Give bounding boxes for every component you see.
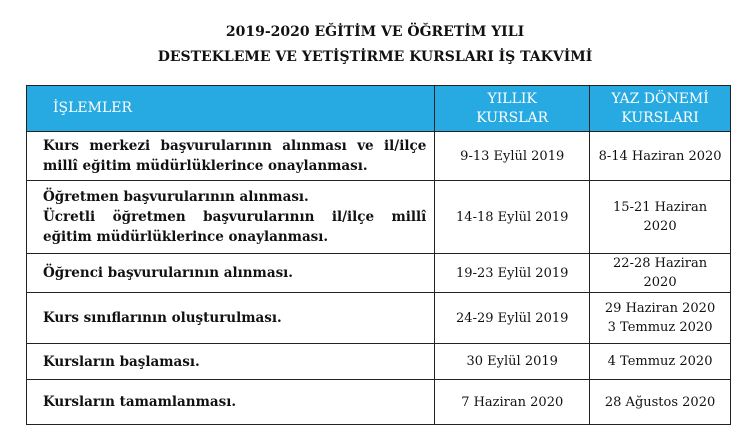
operation-cell-text: Kurs sınıflarının oluşturulması.	[43, 310, 282, 326]
header-operations: İŞLEMLER	[27, 86, 435, 132]
operation-cell-text: Kursların tamamlanması.	[43, 394, 237, 410]
table-row	[27, 181, 731, 254]
annual-date-cell-text: 19-23 Eylül 2019	[456, 265, 569, 281]
annual-date-cell	[435, 181, 590, 254]
summer-date-cell-text: 3 Temmuz 2020	[607, 320, 713, 335]
table-row	[27, 380, 731, 425]
annual-date-cell-text: 14-18 Eylül 2019	[456, 209, 569, 225]
header-row	[27, 86, 731, 132]
operation-cell	[27, 293, 435, 344]
annual-date-cell	[435, 293, 590, 344]
header-summer-line1: YAZ DÖNEMİ	[611, 90, 709, 107]
table-row	[27, 132, 731, 181]
header-annual	[435, 86, 590, 132]
annual-date-cell	[435, 254, 590, 293]
summer-date-cell-text: 22-28 Haziran 2020	[613, 256, 708, 290]
table-row	[27, 254, 731, 293]
summer-date-cell-text: 8-14 Haziran 2020	[598, 148, 722, 164]
operation-cell-text: Öğretmen başvurularının alınması.	[43, 189, 309, 205]
operation-cell	[27, 380, 435, 425]
title-line-2: DESTEKLEME VE YETİŞTİRME KURSLARI İŞ TAKVİMİ	[157, 49, 593, 65]
schedule-table	[26, 85, 731, 425]
summer-date-cell	[590, 181, 731, 254]
header-summer-line2: KURSLARI	[621, 109, 699, 126]
operation-cell-text: Kurs merkezi başvurularının alınması ve il/ilçe millî eğitim müdürlüklerince onaylanması.	[43, 138, 427, 174]
operation-cell	[27, 132, 435, 181]
summer-date-cell-text: 4 Temmuz 2020	[607, 354, 713, 369]
summer-date-cell	[590, 132, 731, 181]
operation-cell-text: Öğrenci başvurularının alınması.	[43, 265, 293, 281]
annual-date-cell	[435, 380, 590, 425]
annual-date-cell-text: 9-13 Eylül 2019	[460, 148, 565, 164]
summer-date-cell	[590, 293, 731, 344]
summer-date-cell-text: 15-21 Haziran 2020	[613, 200, 708, 234]
operation-cell	[27, 344, 435, 380]
operation-cell	[27, 254, 435, 293]
annual-date-cell	[435, 132, 590, 181]
operation-cell	[27, 181, 435, 254]
annual-date-cell-text: 30 Eylül 2019	[466, 354, 558, 369]
header-summer	[590, 86, 731, 132]
summer-date-cell	[590, 254, 731, 293]
summer-date-cell	[590, 344, 731, 380]
title-line-1: 2019-2020 EĞİTİM VE ÖĞRETİM YILI	[225, 24, 525, 40]
table-row	[27, 293, 731, 344]
annual-date-cell-text: 7 Haziran 2020	[461, 394, 564, 410]
header-annual-line2: KURSLAR	[476, 109, 549, 126]
operation-cell-text: Ücretli öğretmen başvurularının il/ilçe millî eğitim müdürlüklerince onaylanması.	[43, 209, 427, 245]
operation-cell-text: Kursların başlaması.	[43, 353, 200, 370]
summer-date-cell-text: 28 Ağustos 2020	[604, 394, 716, 410]
summer-date-cell	[590, 380, 731, 425]
annual-date-cell-text: 24-29 Eylül 2019	[456, 310, 569, 326]
header-annual-line1: YILLIK	[487, 90, 537, 107]
summer-date-cell-text: 29 Haziran 2020	[604, 301, 716, 316]
table-row	[27, 344, 731, 380]
annual-date-cell	[435, 344, 590, 380]
